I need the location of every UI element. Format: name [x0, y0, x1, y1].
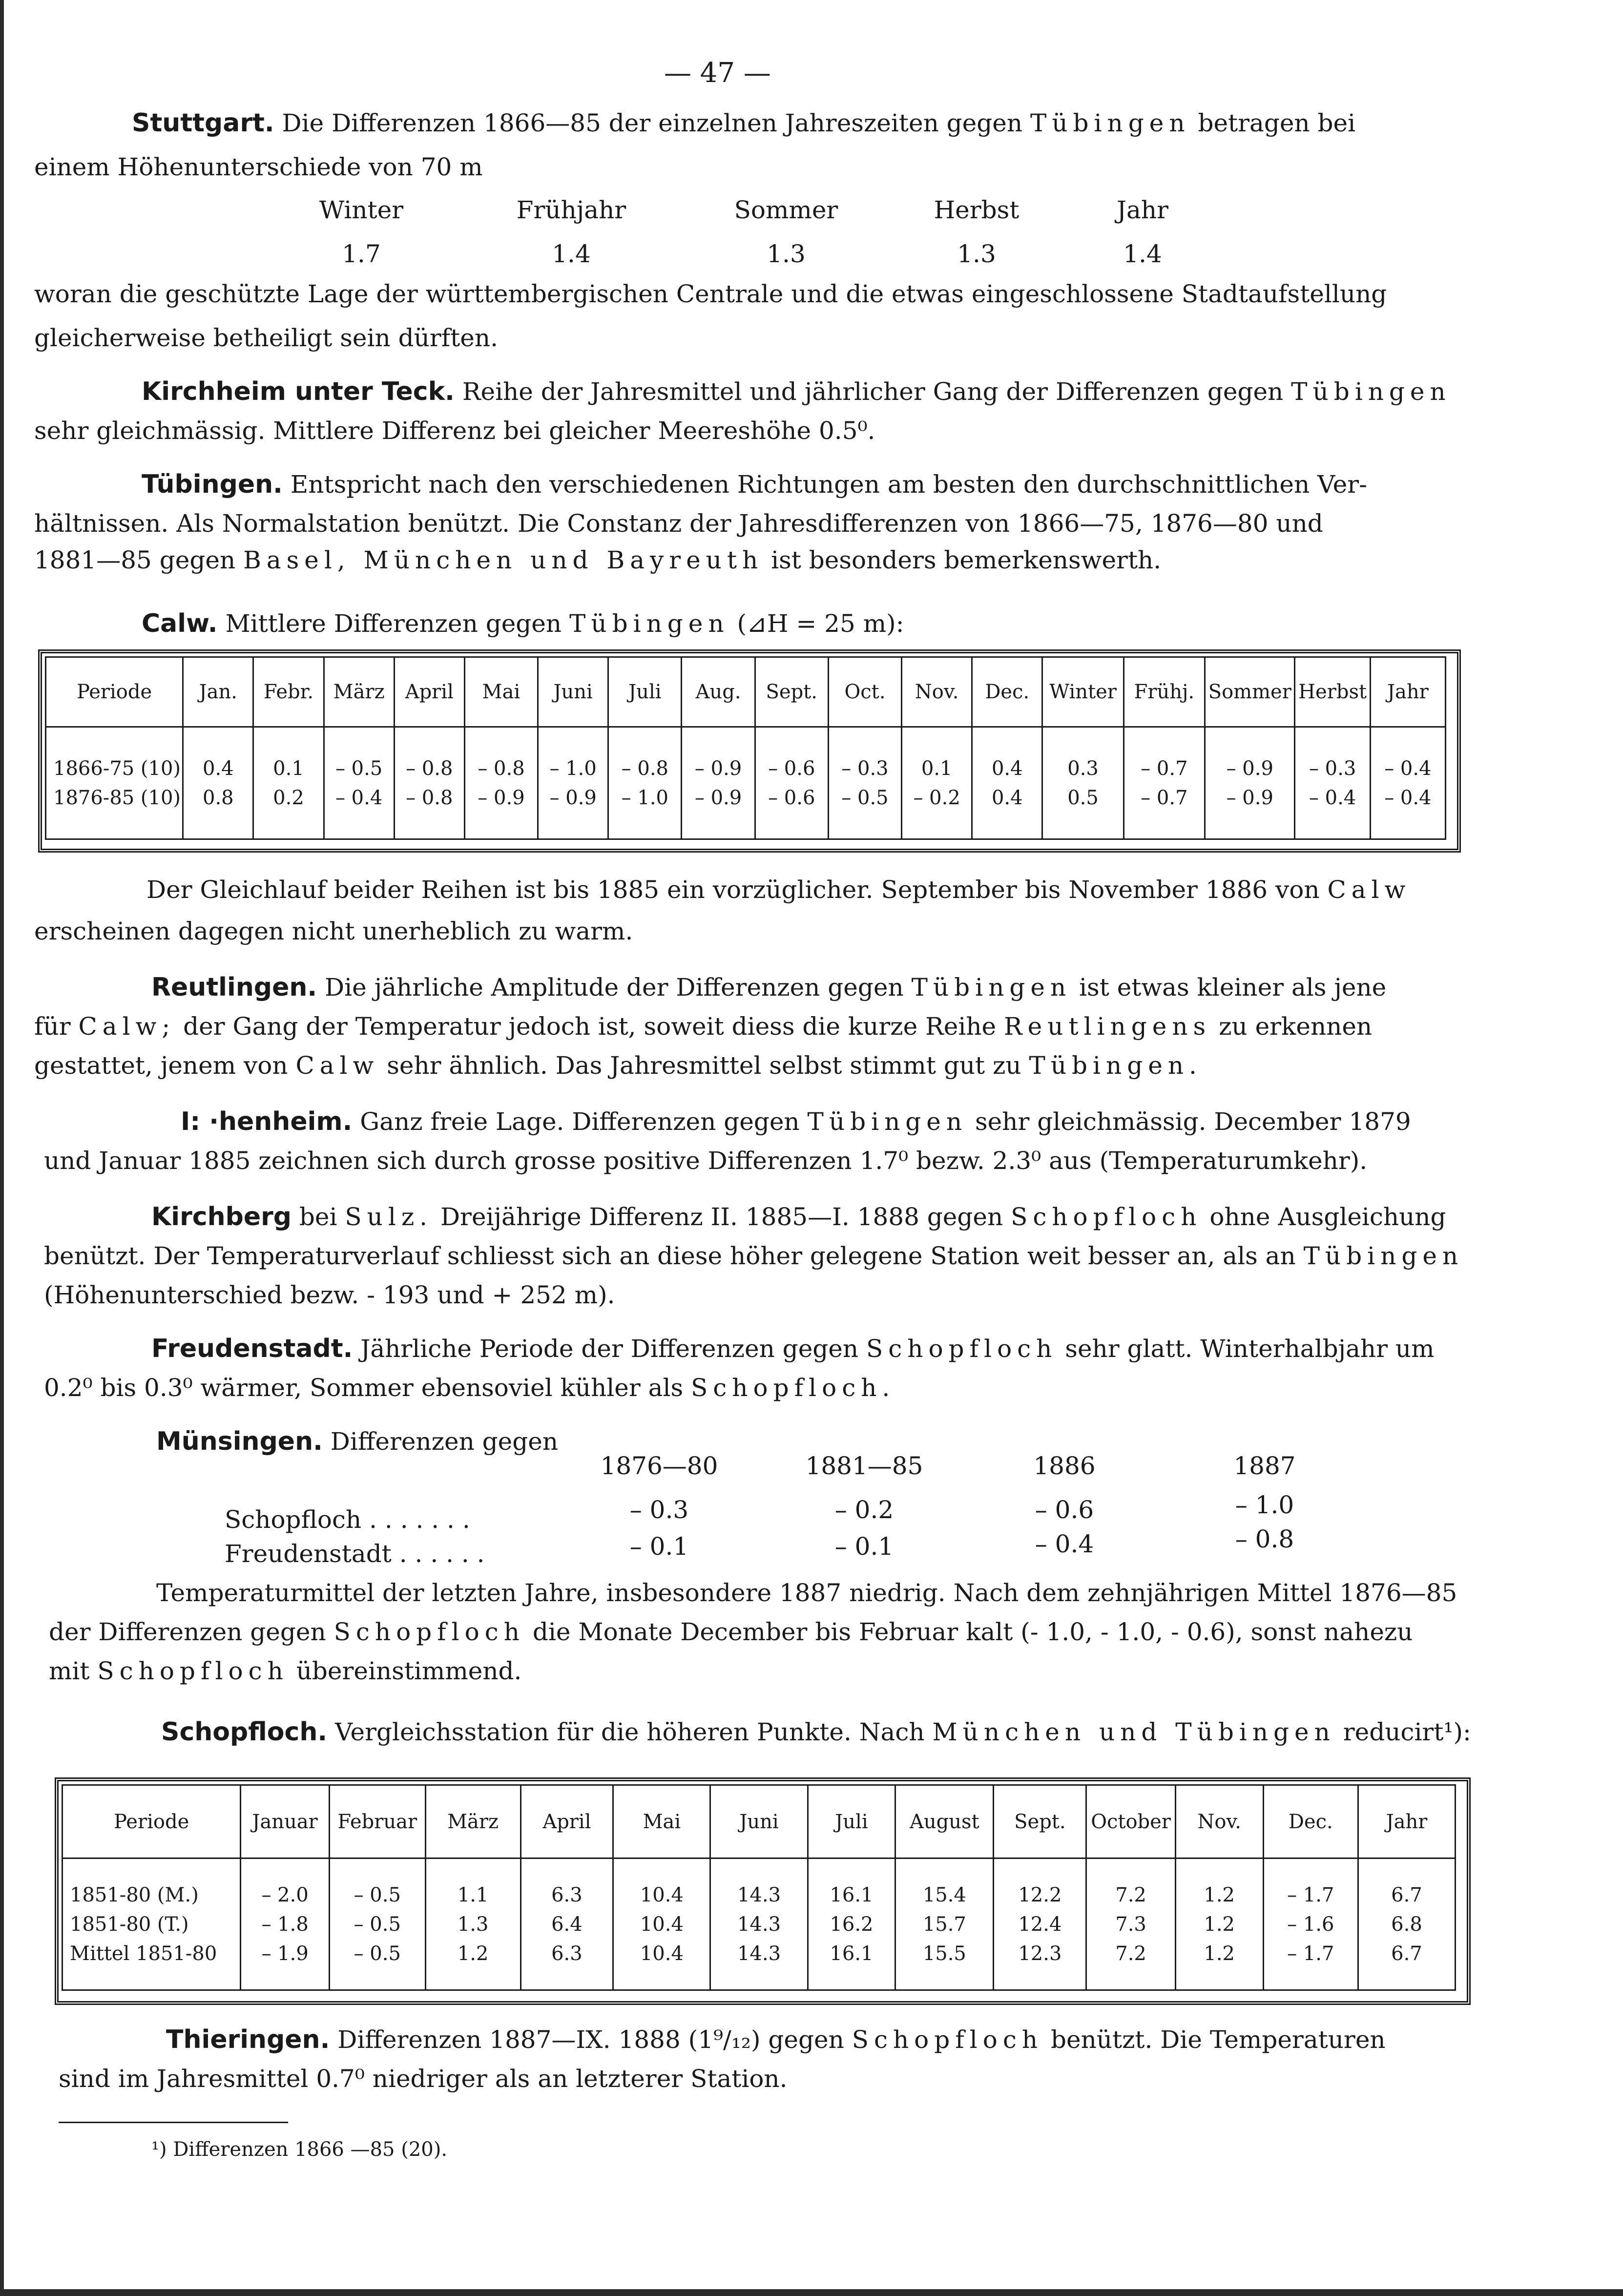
table-cell: – 0.9 – 0.9 [682, 727, 755, 839]
year-label: 1886 [1033, 1452, 1096, 1480]
table-cell: 14.3 14.3 14.3 [710, 1858, 808, 1990]
footnote: ¹) Differenzen 1866 —85 (20). [151, 2138, 448, 2161]
stuttgart-line-1: Stuttgart. Die Differenzen 1866—85 der einzelnen Jahreszeiten gegen Tübingen betragen bei [132, 108, 1356, 138]
table-cell: 6.7 6.8 6.7 [1358, 1858, 1455, 1990]
column-header: Dec. [972, 657, 1042, 727]
column-header: Mai [613, 1785, 710, 1858]
year-label: 1887 [1233, 1452, 1296, 1480]
column-header: März [425, 1785, 520, 1858]
table-cell: – 0.6 – 0.6 [755, 727, 828, 839]
table-cell: – 2.0 – 1.8 – 1.9 [241, 1858, 329, 1990]
kirchberg-line-3: (Höhenunterschied bezw. - 193 und + 252 m). [44, 1281, 615, 1309]
table-cell: – 0.4 [1035, 1530, 1094, 1558]
table-cell: – 0.1 [834, 1532, 894, 1561]
schopfloch-heading: Schopfloch. [161, 1717, 328, 1747]
table-cell: – 0.8 [1235, 1525, 1294, 1553]
table-cell: – 0.3 – 0.5 [828, 727, 901, 839]
table-cell: – 0.5 – 0.4 [324, 727, 394, 839]
tuebingen-line-1: Tübingen. Entspricht nach den verschiedenen Richtungen am besten den durchschnittlichen Ver- [142, 470, 1368, 499]
column-header: Juni [538, 657, 608, 727]
table-cell: – 0.2 [834, 1496, 894, 1524]
page-number: — 47 — [664, 57, 771, 89]
table-header-row [46, 657, 1446, 727]
station-name: Tübingen [569, 609, 729, 638]
season-label: Sommer [734, 196, 838, 224]
kirchheim-heading: Kirchheim unter Teck. [142, 377, 455, 406]
table-cell: – 1.7 – 1.6 – 1.7 [1263, 1858, 1358, 1990]
table-cell: 10.4 10.4 10.4 [613, 1858, 710, 1990]
column-header: Sept. [994, 1785, 1086, 1858]
table-cell: – 0.8 – 1.0 [608, 727, 682, 839]
muensingen-after-2: der Differenzen gegen Schopfloch die Monate December bis Februar kalt (- 1.0, - 1.0, - 0.6), sonst nahezu [49, 1618, 1413, 1646]
season-label: Jahr [1117, 196, 1168, 224]
table-cell-period: 1866-75 (10) 1876-85 (10) [46, 727, 183, 839]
season-label: Frühjahr [516, 196, 626, 224]
column-header: Nov. [902, 657, 972, 727]
table-row [62, 1858, 1456, 1990]
tuebingen-line-2: hältnissen. Als Normalstation benützt. Die Constanz der Jahresdifferenzen von 1866—75, 1876—80 und [34, 509, 1323, 538]
hohenheim-line-1: I: ·henheim. Ganz freie Lage. Differenzen gegen Tübingen sehr gleichmässig. December 1879 [181, 1107, 1411, 1136]
table-cell: – 0.8 – 0.9 [464, 727, 538, 839]
column-header: März [324, 657, 394, 727]
muensingen-line-1: Münsingen. Differenzen gegen [156, 1427, 559, 1456]
table-cell: 16.1 16.2 16.1 [808, 1858, 895, 1990]
tuebingen-heading: Tübingen. [142, 470, 283, 499]
muensingen-after-1: Temperaturmittel der letzten Jahre, insbesondere 1887 niedrig. Nach dem zehnjährigen Mittel 1876—85 [156, 1579, 1457, 1607]
column-header: Aug. [682, 657, 755, 727]
thieringen-line-2: sind im Jahresmittel 0.7⁰ niedriger als an letzterer Station. [59, 2065, 788, 2093]
muensingen-after-3: mit Schopfloch übereinstimmend. [49, 1657, 522, 1685]
hohenheim-line-2: und Januar 1885 zeichnen sich durch grosse positive Differenzen 1.7⁰ bezw. 2.3⁰ aus (Temperaturumkehr). [44, 1147, 1368, 1175]
table-row [46, 727, 1446, 839]
reutlingen-line-3: gestattet, jenem von Calw sehr ähnlich. Das Jahresmittel selbst stimmt gut zu Tübingen. [34, 1051, 1202, 1080]
season-label: Winter [319, 196, 404, 224]
table-cell: 0.4 0.8 [183, 727, 253, 839]
freudenstadt-heading: Freudenstadt. [151, 1334, 353, 1363]
column-header: Febr. [253, 657, 324, 727]
stuttgart-heading: Stuttgart. [132, 108, 274, 138]
column-header: Sept. [755, 657, 828, 727]
schopfloch-line-1: Schopfloch. Vergleichsstation für die höheren Punkte. Nach München und Tübingen reducirt¹): [161, 1717, 1471, 1747]
scan-edge-left [0, 0, 4, 2296]
kirchheim-line-2: sehr gleichmässig. Mittlere Differenz bei gleicher Meereshöhe 0.5⁰. [34, 417, 875, 445]
column-header: Juli [608, 657, 682, 727]
calw-after-line-2: erscheinen dagegen nicht unerheblich zu warm. [34, 917, 633, 945]
column-header: Jahr [1358, 1785, 1455, 1858]
season-value: 1.3 [957, 240, 996, 268]
column-header: April [394, 657, 464, 727]
reutlingen-line-2: für Calw; der Gang der Temperatur jedoch ist, soweit diess die kurze Reihe Reutlingens zu erkennen [34, 1012, 1373, 1041]
table-cell: 6.3 6.4 6.3 [520, 1858, 613, 1990]
thieringen-line-1: Thieringen. Differenzen 1887—IX. 1888 (1⁹/₁₂) gegen Schopfloch benützt. Die Temperaturen [166, 2025, 1386, 2054]
table-cell: 0.3 0.5 [1042, 727, 1124, 839]
station-name: Calw [1327, 876, 1411, 904]
kirchheim-line-1: Kirchheim unter Teck. Reihe der Jahresmittel und jährlicher Gang der Differenzen gegen Tübingen [142, 377, 1451, 406]
table-header-row [62, 1785, 1456, 1858]
table-cell: – 0.5 – 0.5 – 0.5 [329, 1858, 425, 1990]
freudenstadt-line-2: 0.2⁰ bis 0.3⁰ wärmer, Sommer ebensoviel kühler als Schopfloch. [44, 1374, 895, 1402]
column-header: Periode [46, 657, 183, 727]
scan-edge-bottom [0, 2289, 1623, 2296]
column-header: Jahr [1370, 657, 1445, 727]
column-header: Mai [464, 657, 538, 727]
freudenstadt-line-1: Freudenstadt. Jährliche Periode der Differenzen gegen Schopfloch sehr glatt. Winterhalbjahr um [151, 1334, 1435, 1363]
stuttgart-line-2: einem Höhenunterschiede von 70 m [34, 153, 483, 181]
season-value: 1.4 [1123, 240, 1162, 268]
table-cell: – 0.3 [629, 1496, 689, 1524]
table-cell: 0.4 0.4 [972, 727, 1042, 839]
column-header: Dec. [1263, 1785, 1358, 1858]
table-cell: – 0.1 [629, 1532, 689, 1561]
table-cell: 7.2 7.3 7.2 [1086, 1858, 1175, 1990]
table-cell: – 1.0 – 0.9 [538, 727, 608, 839]
column-header: Januar [241, 1785, 329, 1858]
kirchberg-heading: Kirchberg [151, 1202, 291, 1231]
table-cell: 15.4 15.7 15.5 [895, 1858, 994, 1990]
column-header: Frühj. [1124, 657, 1205, 727]
table-cell: – 1.0 [1235, 1491, 1294, 1519]
table-cell: – 0.8 – 0.8 [394, 727, 464, 839]
table-cell-period: 1851-80 (M.) 1851-80 (T.) Mittel 1851-80 [62, 1858, 241, 1990]
table-cell: 0.1 0.2 [253, 727, 324, 839]
column-header: Oct. [828, 657, 901, 727]
year-label: 1881—85 [805, 1452, 923, 1480]
table-cell: 0.1 – 0.2 [902, 727, 972, 839]
season-value: 1.7 [342, 240, 381, 268]
schopfloch-table [62, 1784, 1456, 1991]
season-label: Herbst [934, 196, 1020, 224]
column-header: Juli [808, 1785, 895, 1858]
column-header: Periode [62, 1785, 241, 1858]
station-names: Basel, München und Bayreuth [243, 546, 764, 574]
station-name: Tübingen [1030, 109, 1190, 137]
table-cell: – 0.3 – 0.4 [1295, 727, 1370, 839]
reutlingen-heading: Reutlingen. [151, 973, 317, 1002]
column-header: Nov. [1175, 1785, 1263, 1858]
season-value: 1.4 [552, 240, 591, 268]
table-cell: 1.1 1.3 1.2 [425, 1858, 520, 1990]
muensingen-heading: Münsingen. [156, 1427, 323, 1456]
muensingen-row-label: Schopfloch . . . . . . . [225, 1505, 470, 1534]
column-header: October [1086, 1785, 1175, 1858]
calw-line-1: Calw. Mittlere Differenzen gegen Tübingen (⊿H = 25 m): [142, 609, 904, 638]
tuebingen-line-3: 1881—85 gegen Basel, München und Bayreuth ist besonders bemerkenswerth. [34, 546, 1162, 574]
column-header: Herbst [1295, 657, 1370, 727]
table-cell: – 0.4 – 0.4 [1370, 727, 1445, 839]
muensingen-row-label: Freudenstadt . . . . . . [225, 1540, 485, 1568]
calw-heading: Calw. [142, 609, 218, 638]
column-header: Sommer [1205, 657, 1295, 727]
station-name: Tübingen [1291, 377, 1451, 406]
column-header: August [895, 1785, 994, 1858]
column-header: Winter [1042, 657, 1124, 727]
kirchberg-line-1: Kirchberg bei Sulz. Dreijährige Differenz II. 1885—I. 1888 gegen Schopfloch ohne Ausgleichung [151, 1202, 1446, 1231]
table-cell: – 0.9 – 0.9 [1205, 727, 1295, 839]
table-cell: – 0.7 – 0.7 [1124, 727, 1205, 839]
season-value: 1.3 [767, 240, 806, 268]
stuttgart-text: gleicherweise betheiligt sein dürften. [34, 324, 498, 352]
hohenheim-heading: I: ·henheim. [181, 1107, 353, 1136]
thieringen-heading: Thieringen. [166, 2025, 330, 2054]
column-header: Februar [329, 1785, 425, 1858]
footnote-rule [59, 2122, 288, 2123]
table-cell: 1.2 1.2 1.2 [1175, 1858, 1263, 1990]
year-label: 1876—80 [600, 1452, 718, 1480]
stuttgart-text: woran die geschützte Lage der württembergischen Centrale und die etwas eingeschlossene Stadtaufstellung [34, 280, 1387, 308]
calw-table [45, 656, 1446, 840]
reutlingen-line-1: Reutlingen. Die jährliche Amplitude der Differenzen gegen Tübingen ist etwas kleiner als jene [151, 973, 1387, 1002]
column-header: Juni [710, 1785, 808, 1858]
table-cell: 12.2 12.4 12.3 [994, 1858, 1086, 1990]
kirchberg-line-2: benützt. Der Temperaturverlauf schliesst sich an diese höher gelegene Station weit besser an, als an Tübingen [44, 1242, 1464, 1270]
table-cell: – 0.6 [1035, 1496, 1094, 1524]
calw-after-line-1: Der Gleichlauf beider Reihen ist bis 1885 ein vorzüglicher. September bis November 1886 von Calw [146, 876, 1411, 904]
column-header: Jan. [183, 657, 253, 727]
column-header: April [520, 1785, 613, 1858]
